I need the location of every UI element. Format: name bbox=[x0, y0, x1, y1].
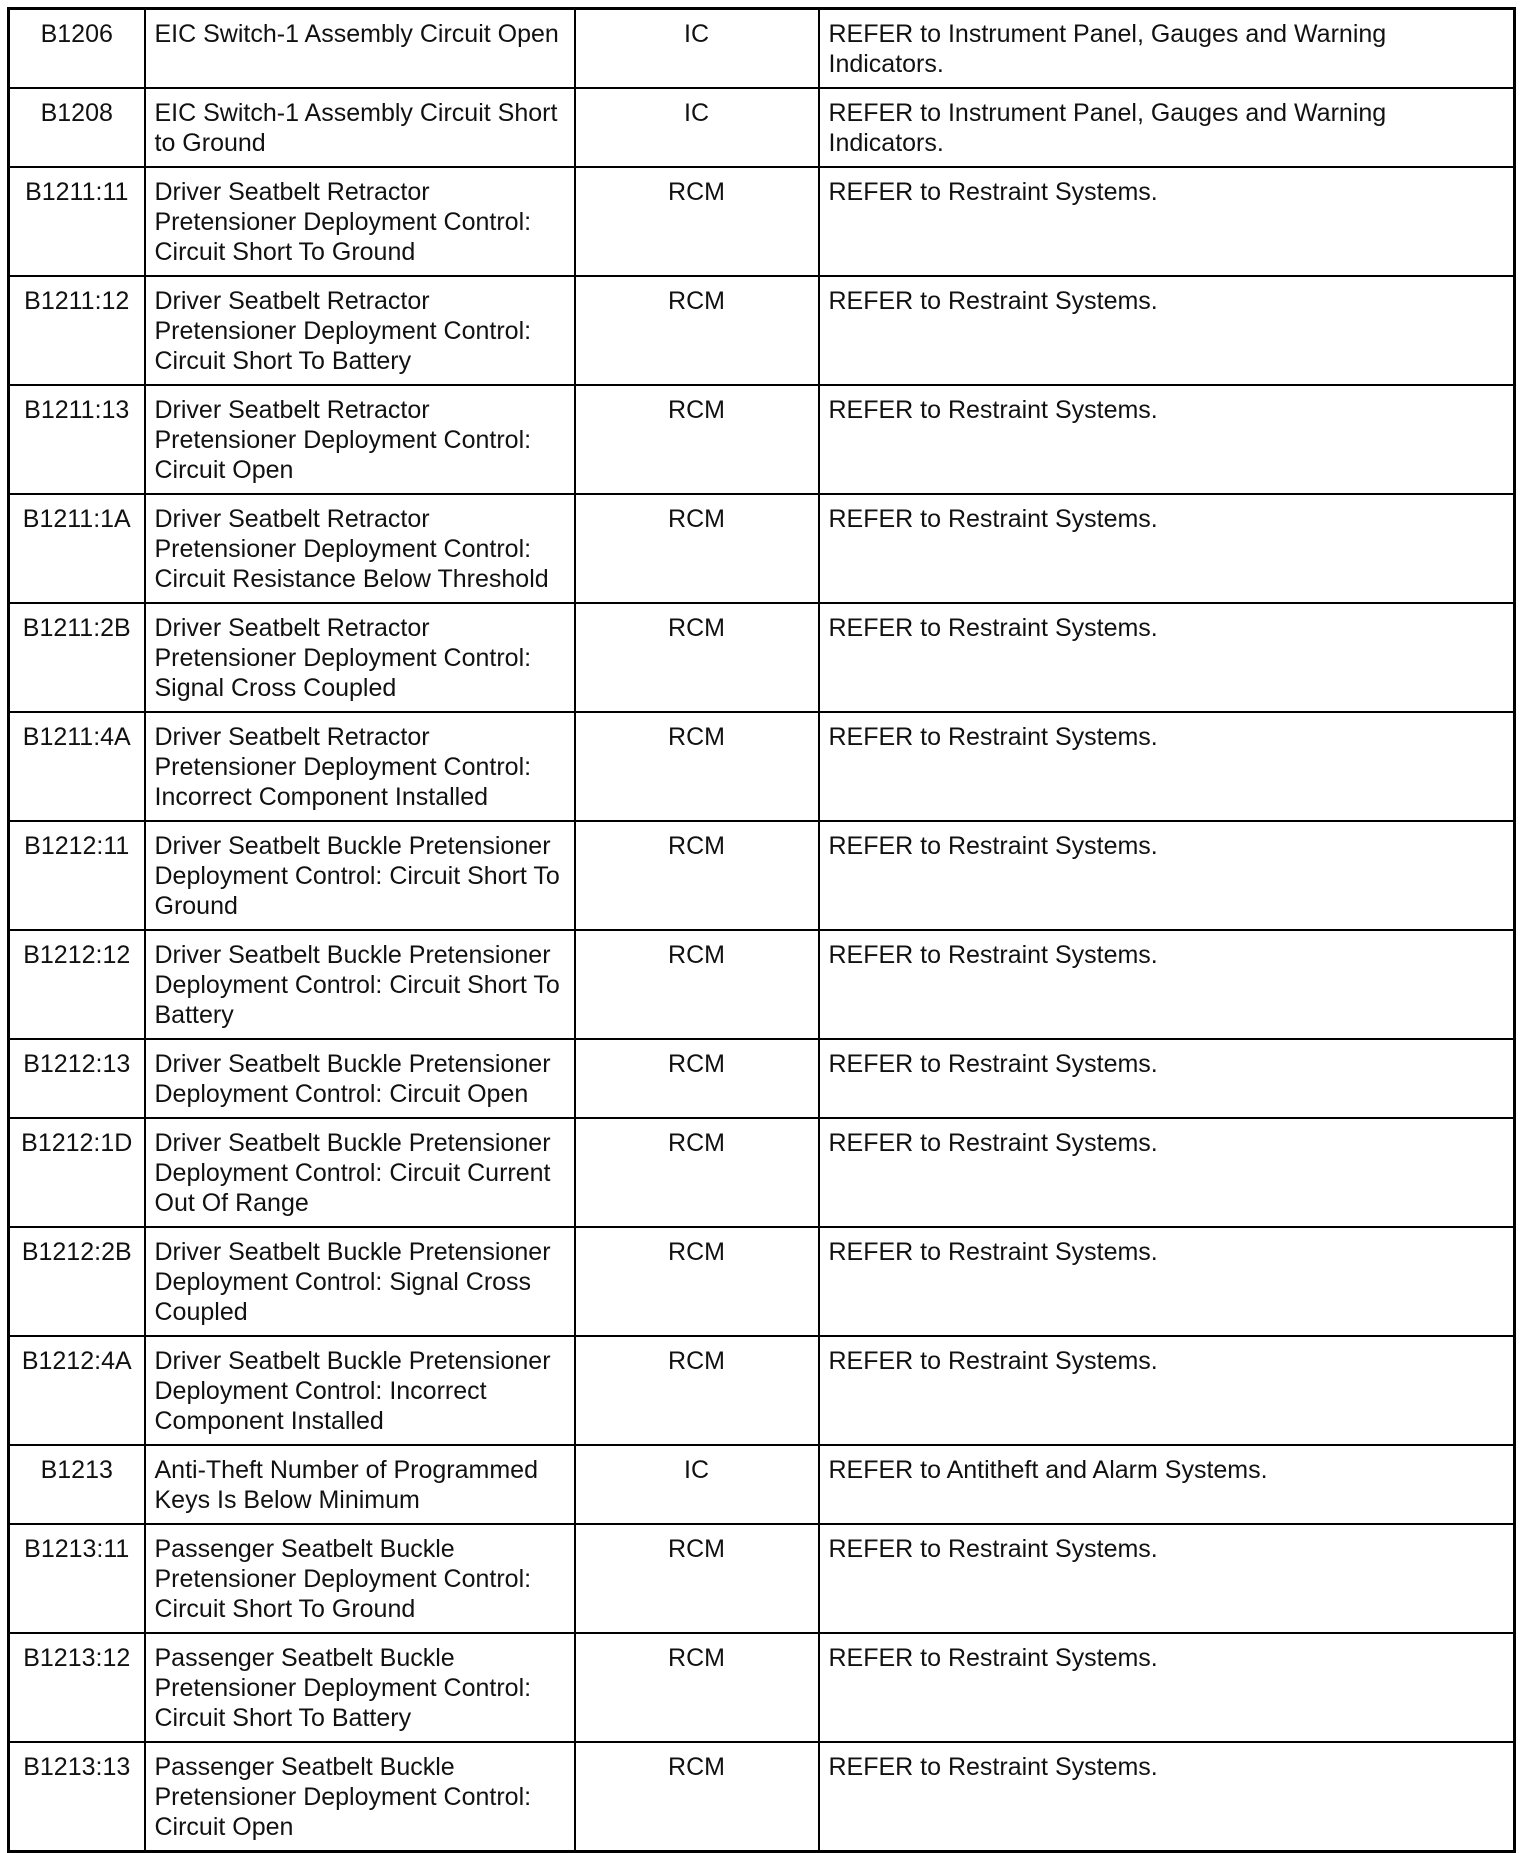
table-row bbox=[9, 712, 1515, 821]
dtc-description: Passenger Seatbelt Buckle Pretensioner Deployment Control: Circuit Open bbox=[145, 1742, 575, 1852]
dtc-action: REFER to Restraint Systems. bbox=[819, 603, 1515, 712]
dtc-code: B1213:11 bbox=[9, 1524, 145, 1633]
dtc-code: B1212:2B bbox=[9, 1227, 145, 1336]
dtc-table bbox=[7, 7, 1516, 1853]
table-row bbox=[9, 167, 1515, 276]
dtc-code: B1208 bbox=[9, 88, 145, 167]
dtc-code: B1212:1D bbox=[9, 1118, 145, 1227]
dtc-action: REFER to Restraint Systems. bbox=[819, 494, 1515, 603]
dtc-module: RCM bbox=[575, 603, 819, 712]
dtc-code: B1206 bbox=[9, 9, 145, 89]
dtc-table-body bbox=[9, 9, 1515, 1852]
dtc-module: RCM bbox=[575, 930, 819, 1039]
table-row bbox=[9, 1336, 1515, 1445]
dtc-module: RCM bbox=[575, 821, 819, 930]
dtc-code: B1212:4A bbox=[9, 1336, 145, 1445]
dtc-description: Passenger Seatbelt Buckle Pretensioner Deployment Control: Circuit Short To Ground bbox=[145, 1524, 575, 1633]
dtc-module: RCM bbox=[575, 385, 819, 494]
dtc-action: REFER to Restraint Systems. bbox=[819, 1039, 1515, 1118]
dtc-code: B1211:1A bbox=[9, 494, 145, 603]
table-row bbox=[9, 1118, 1515, 1227]
dtc-description: Driver Seatbelt Buckle Pretensioner Deployment Control: Circuit Short To Battery bbox=[145, 930, 575, 1039]
table-row bbox=[9, 1633, 1515, 1742]
dtc-action: REFER to Restraint Systems. bbox=[819, 1742, 1515, 1852]
dtc-action: REFER to Instrument Panel, Gauges and Warning Indicators. bbox=[819, 88, 1515, 167]
dtc-description: Driver Seatbelt Buckle Pretensioner Deployment Control: Circuit Open bbox=[145, 1039, 575, 1118]
dtc-code: B1212:13 bbox=[9, 1039, 145, 1118]
dtc-code: B1211:13 bbox=[9, 385, 145, 494]
dtc-code: B1212:12 bbox=[9, 930, 145, 1039]
table-row bbox=[9, 603, 1515, 712]
dtc-action: REFER to Antitheft and Alarm Systems. bbox=[819, 1445, 1515, 1524]
dtc-action: REFER to Restraint Systems. bbox=[819, 1524, 1515, 1633]
dtc-module: RCM bbox=[575, 712, 819, 821]
table-row bbox=[9, 494, 1515, 603]
dtc-action: REFER to Instrument Panel, Gauges and Warning Indicators. bbox=[819, 9, 1515, 89]
dtc-description: Driver Seatbelt Buckle Pretensioner Deployment Control: Signal Cross Coupled bbox=[145, 1227, 575, 1336]
table-row bbox=[9, 1227, 1515, 1336]
dtc-module: RCM bbox=[575, 1633, 819, 1742]
table-row bbox=[9, 821, 1515, 930]
dtc-code: B1211:12 bbox=[9, 276, 145, 385]
dtc-code: B1213 bbox=[9, 1445, 145, 1524]
dtc-description: Passenger Seatbelt Buckle Pretensioner Deployment Control: Circuit Short To Battery bbox=[145, 1633, 575, 1742]
dtc-description: EIC Switch-1 Assembly Circuit Open bbox=[145, 9, 575, 89]
dtc-description: Driver Seatbelt Retractor Pretensioner Deployment Control: Circuit Open bbox=[145, 385, 575, 494]
table-row bbox=[9, 276, 1515, 385]
dtc-action: REFER to Restraint Systems. bbox=[819, 1227, 1515, 1336]
dtc-description: Driver Seatbelt Retractor Pretensioner Deployment Control: Incorrect Component Installed bbox=[145, 712, 575, 821]
dtc-action: REFER to Restraint Systems. bbox=[819, 385, 1515, 494]
dtc-action: REFER to Restraint Systems. bbox=[819, 930, 1515, 1039]
table-row bbox=[9, 930, 1515, 1039]
dtc-description: Driver Seatbelt Retractor Pretensioner Deployment Control: Circuit Short To Battery bbox=[145, 276, 575, 385]
dtc-module: RCM bbox=[575, 1118, 819, 1227]
table-row bbox=[9, 385, 1515, 494]
dtc-code: B1211:2B bbox=[9, 603, 145, 712]
dtc-module: RCM bbox=[575, 494, 819, 603]
dtc-description: Anti-Theft Number of Programmed Keys Is Below Minimum bbox=[145, 1445, 575, 1524]
table-row bbox=[9, 1445, 1515, 1524]
dtc-module: RCM bbox=[575, 1742, 819, 1852]
table-row bbox=[9, 1039, 1515, 1118]
table-row bbox=[9, 1742, 1515, 1852]
dtc-action: REFER to Restraint Systems. bbox=[819, 276, 1515, 385]
dtc-module: RCM bbox=[575, 1227, 819, 1336]
dtc-module: RCM bbox=[575, 1524, 819, 1633]
dtc-module: RCM bbox=[575, 167, 819, 276]
dtc-code: B1213:12 bbox=[9, 1633, 145, 1742]
table-row bbox=[9, 1524, 1515, 1633]
dtc-description: Driver Seatbelt Retractor Pretensioner Deployment Control: Signal Cross Coupled bbox=[145, 603, 575, 712]
dtc-action: REFER to Restraint Systems. bbox=[819, 1633, 1515, 1742]
dtc-module: IC bbox=[575, 1445, 819, 1524]
dtc-module: RCM bbox=[575, 1336, 819, 1445]
dtc-description: Driver Seatbelt Buckle Pretensioner Deployment Control: Circuit Short To Ground bbox=[145, 821, 575, 930]
dtc-description: Driver Seatbelt Buckle Pretensioner Deployment Control: Circuit Current Out Of Range bbox=[145, 1118, 575, 1227]
table-row bbox=[9, 88, 1515, 167]
dtc-module: RCM bbox=[575, 276, 819, 385]
dtc-code: B1211:11 bbox=[9, 167, 145, 276]
dtc-code: B1211:4A bbox=[9, 712, 145, 821]
dtc-module: IC bbox=[575, 9, 819, 89]
dtc-action: REFER to Restraint Systems. bbox=[819, 1336, 1515, 1445]
dtc-description: EIC Switch-1 Assembly Circuit Short to Ground bbox=[145, 88, 575, 167]
dtc-action: REFER to Restraint Systems. bbox=[819, 1118, 1515, 1227]
table-row bbox=[9, 9, 1515, 89]
dtc-module: RCM bbox=[575, 1039, 819, 1118]
dtc-module: IC bbox=[575, 88, 819, 167]
dtc-description: Driver Seatbelt Retractor Pretensioner Deployment Control: Circuit Short To Ground bbox=[145, 167, 575, 276]
dtc-action: REFER to Restraint Systems. bbox=[819, 821, 1515, 930]
dtc-description: Driver Seatbelt Buckle Pretensioner Deployment Control: Incorrect Component Installed bbox=[145, 1336, 575, 1445]
dtc-action: REFER to Restraint Systems. bbox=[819, 712, 1515, 821]
dtc-action: REFER to Restraint Systems. bbox=[819, 167, 1515, 276]
dtc-description: Driver Seatbelt Retractor Pretensioner Deployment Control: Circuit Resistance Below Threshold bbox=[145, 494, 575, 603]
dtc-code: B1213:13 bbox=[9, 1742, 145, 1852]
dtc-table-container bbox=[7, 7, 1513, 1853]
dtc-code: B1212:11 bbox=[9, 821, 145, 930]
